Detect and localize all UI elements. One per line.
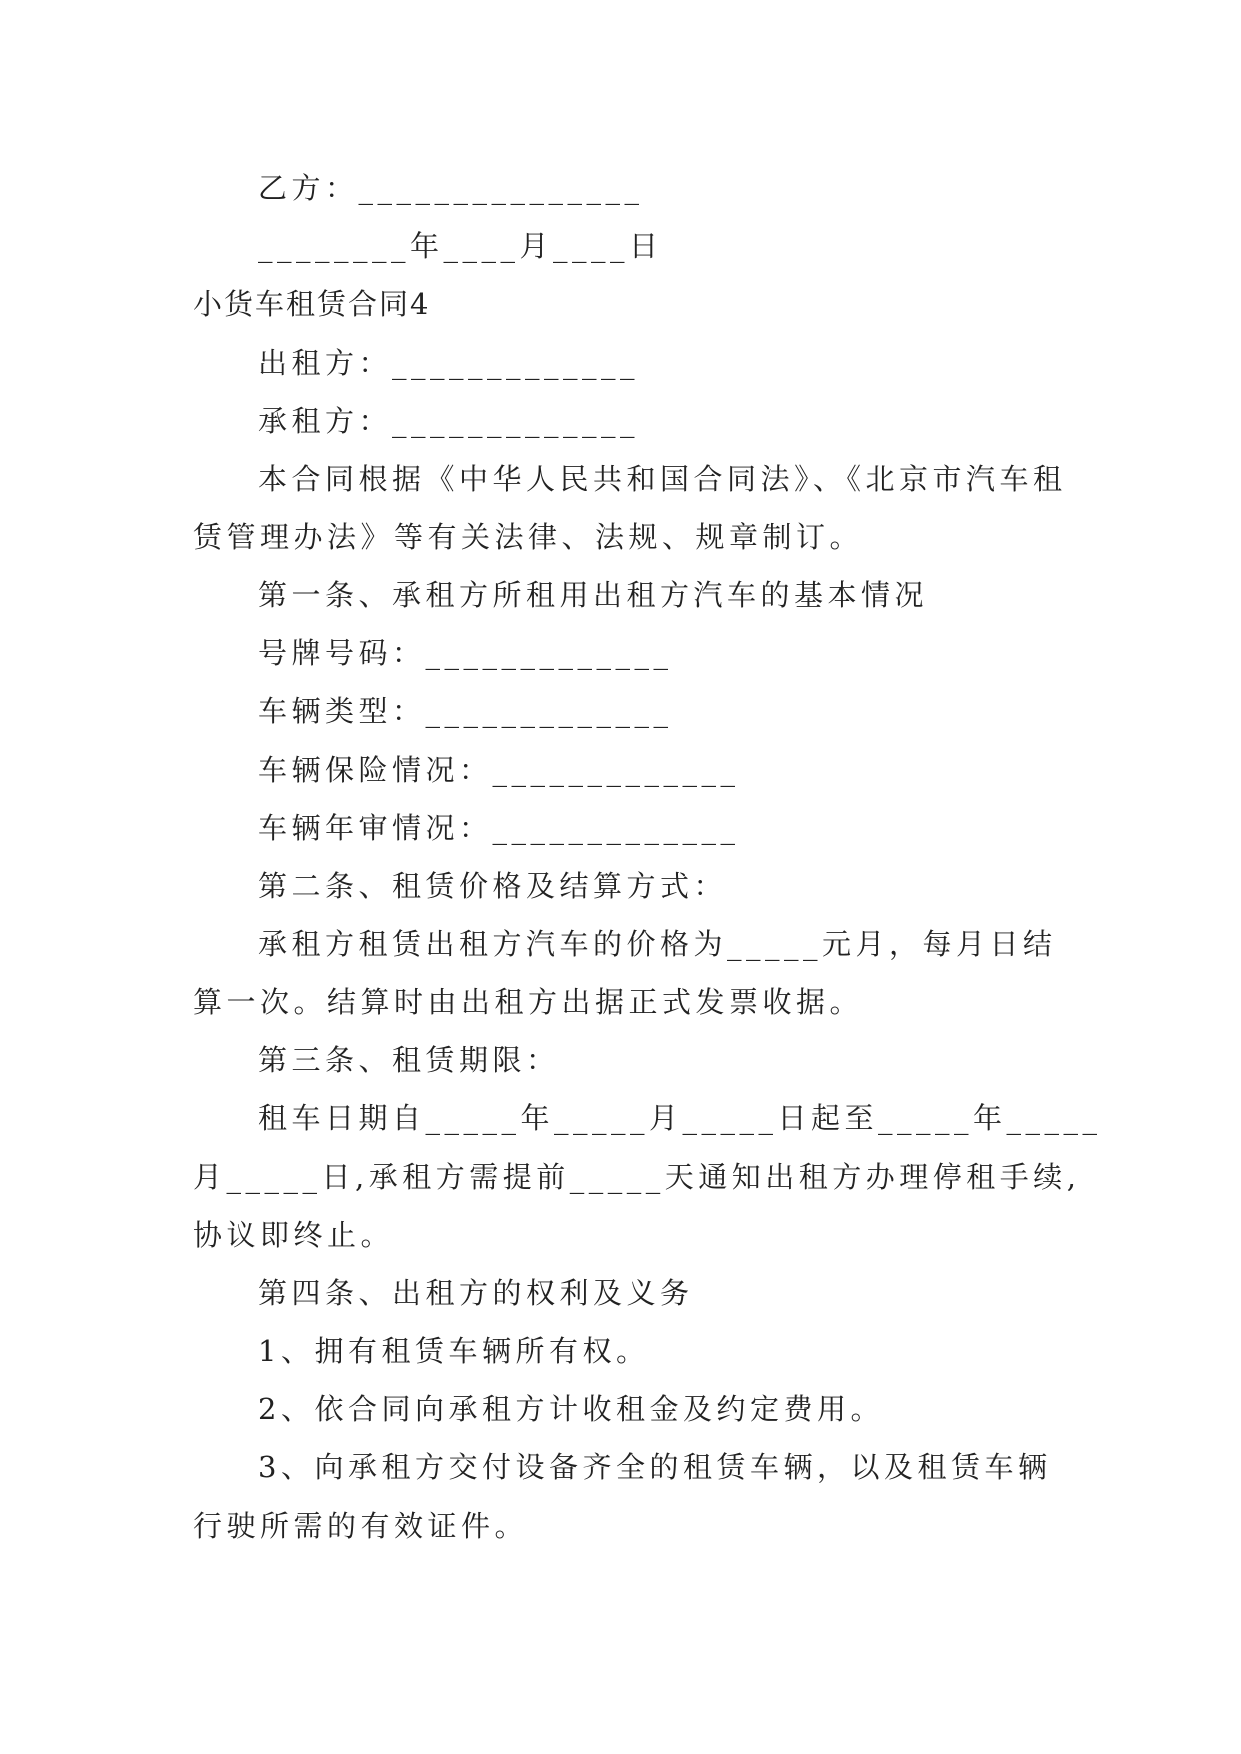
section-title: 小货车租赁合同4 <box>193 287 431 321</box>
field-line: 车辆年审情况：_____________ <box>258 811 740 845</box>
paragraph-line: 承租方租赁出租方汽车的价格为_____元月，每月日结 <box>258 927 1057 961</box>
list-item: 2、依合同向承租方计收租金及约定费用。 <box>258 1392 884 1426</box>
date-line: ________年____月____日 <box>258 229 663 263</box>
list-item: 1、拥有租赁车辆所有权。 <box>258 1334 650 1368</box>
article-heading: 第二条、租赁价格及结算方式： <box>258 869 728 903</box>
paragraph-line: 算一次。结算时由出租方出据正式发票收据。 <box>193 985 864 1019</box>
paragraph-line: 租车日期自_____年_____月_____日起至_____年_____ <box>258 1101 1102 1135</box>
party-b-line: 乙方：_______________ <box>258 171 644 205</box>
paragraph-line: 月_____日,承租方需提前_____天通知出租方办理停租手续, <box>193 1160 1081 1194</box>
article-heading: 第三条、租赁期限： <box>258 1043 560 1077</box>
list-item: 行驶所需的有效证件。 <box>193 1509 529 1543</box>
article-heading: 第一条、承租方所租用出租方汽车的基本情况 <box>258 578 929 612</box>
paragraph-line: 协议即终止。 <box>193 1218 395 1252</box>
field-line: 车辆类型：_____________ <box>258 694 673 728</box>
lessee-line: 承租方：_____________ <box>258 404 640 438</box>
field-line: 号牌号码：_____________ <box>258 636 673 670</box>
list-item: 3、向承租方交付设备齐全的租赁车辆，以及租赁车辆 <box>258 1450 1052 1484</box>
article-heading: 第四条、出租方的权利及义务 <box>258 1276 694 1310</box>
paragraph-line: 本合同根据《中华人民共和国合同法》、《北京市汽车租 <box>258 462 1067 496</box>
lessor-line: 出租方：_____________ <box>258 346 640 380</box>
field-line: 车辆保险情况：_____________ <box>258 753 740 787</box>
paragraph-line: 赁管理办法》等有关法律、法规、规章制订。 <box>193 520 864 554</box>
